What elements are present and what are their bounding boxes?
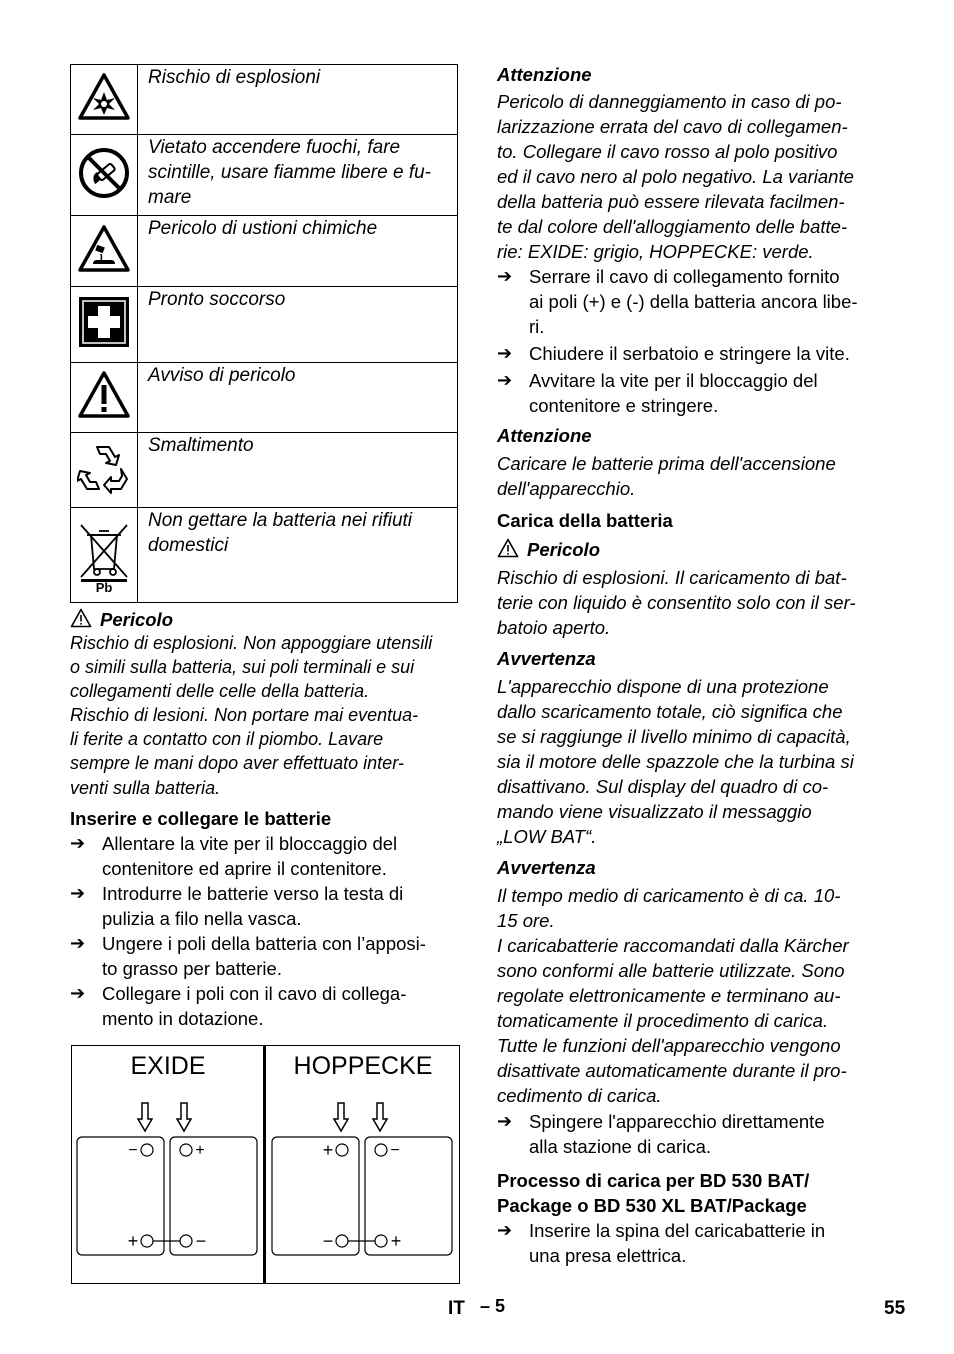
- arrow-right-icon: ➔: [497, 1220, 513, 1240]
- symbol-row: [71, 508, 458, 603]
- warning-triangle-icon: [70, 608, 92, 628]
- section-title: Carica della batteria: [497, 510, 673, 531]
- no-fire-icon: [71, 135, 138, 216]
- svg-text:−: −: [128, 1142, 138, 1159]
- svg-text:−: −: [195, 1231, 207, 1251]
- section-title: Processo di carica per BD 530 BAT/ Package o BD 530 XL BAT/Package: [497, 1170, 810, 1216]
- symbol-table: [70, 64, 458, 603]
- symbol-text: Smaltimento: [138, 433, 458, 508]
- danger-block: [70, 607, 460, 800]
- step-item: ➔ Chiudere il serbatoio e stringere la vite.: [497, 343, 850, 364]
- arrow-right-icon: ➔: [497, 1111, 513, 1131]
- symbol-text: Rischio di esplosioni: [138, 65, 458, 135]
- attention-text: Pericolo di danneggiamento in caso di po- larizzazione errata del cavo di collegamen- to. Collegare il cavo rosso al polo positivo ed il cavo nero al polo negativo. La variante della batteria può essere rilevata facilmen- te dal colore dell'alloggiamento delle batte- rie: EXIDE: grigio, HOPPECKE: verde.: [497, 91, 854, 262]
- attention-heading: Attenzione: [497, 64, 592, 85]
- arrow-right-icon: ➔: [497, 343, 513, 363]
- symbol-text: Pronto soccorso: [138, 287, 458, 363]
- svg-text:−: −: [390, 1142, 400, 1159]
- notice-heading: Avvertenza: [497, 857, 596, 878]
- symbol-row: [71, 287, 458, 363]
- battery-polarity-diagram: [71, 1045, 460, 1284]
- pb-label: Pb: [95, 579, 113, 593]
- step-item: ➔ Ungere i poli della batteria con l’apposi- to grasso per batterie.: [70, 932, 426, 979]
- arrow-right-icon: ➔: [497, 266, 513, 286]
- svg-text:+: +: [127, 1231, 139, 1251]
- svg-text:+: +: [195, 1142, 205, 1159]
- step-item: ➔ Collegare i poli con il cavo di collega- mento in dotazione.: [70, 982, 407, 1029]
- svg-text:+: +: [390, 1231, 402, 1251]
- arrow-right-icon: ➔: [70, 932, 86, 953]
- symbol-text: Avviso di pericolo: [138, 363, 458, 433]
- symbol-text: Vietato accendere fuochi, fare scintille, usare fiamme libere e fu-mare: [138, 135, 458, 216]
- danger-heading: Pericolo: [70, 607, 460, 632]
- step-item: ➔ Spingere l'apparecchio direttamente alla stazione di carica.: [497, 1111, 825, 1157]
- symbol-row: [71, 135, 458, 216]
- attention-text: Caricare le batterie prima dell'accensione dell'apparecchio.: [497, 453, 836, 499]
- left-column: [70, 64, 460, 1031]
- arrow-right-icon: ➔: [70, 882, 86, 903]
- symbol-row: [71, 363, 458, 433]
- explosion-icon: [71, 65, 138, 135]
- symbol-row: [71, 433, 458, 508]
- exide-label: EXIDE: [130, 1052, 206, 1080]
- arrow-right-icon: ➔: [497, 370, 513, 390]
- svg-text:−: −: [322, 1231, 334, 1251]
- step-list: [497, 264, 897, 418]
- symbol-row: [71, 65, 458, 135]
- symbol-text: Non gettare la batteria nei rifiuti domestici: [138, 508, 458, 603]
- danger-heading: Pericolo: [497, 537, 897, 562]
- notice-text: L'apparecchio dispone di una protezione dallo scaricamento totale, ciò significa che se si raggiunge il livello minimo di capacità, sia il motore delle spazzole che la turbina si disattivano. Sul display del quadro di co- mando viene visualizzato il messaggio „LOW BAT“.: [497, 676, 854, 847]
- step-item: ➔ Serrare il cavo di collegamento fornito ai poli (+) e (-) della batteria ancora libe- ri.: [497, 266, 858, 337]
- section-title: Inserire e collegare le batterie: [70, 807, 332, 829]
- arrow-right-icon: ➔: [70, 832, 86, 853]
- danger-warning-icon: [71, 363, 138, 433]
- chemical-burn-icon: [71, 216, 138, 287]
- no-trash-battery-icon: [71, 508, 138, 603]
- notice-heading: Avvertenza: [497, 648, 596, 669]
- attention-heading: Attenzione: [497, 425, 592, 446]
- symbol-text: Pericolo di ustioni chimiche: [138, 216, 458, 287]
- step-item: ➔ Allentare la vite per il bloccaggio del contenitore ed aprire il contenitore.: [70, 832, 398, 879]
- footer-language: IT: [448, 1298, 465, 1319]
- symbol-row: [71, 216, 458, 287]
- danger-text: Rischio di esplosioni. Non appoggiare utensili o simili sulla batteria, sui poli terminali e sui collegamenti delle celle della batteria. Rischio di lesioni. Non portare mai eventua- li ferite a contatto con il piombo. Lavare sempre le mani dopo aver effettuato inter- venti sulla batteria.: [70, 633, 433, 798]
- danger-text: Rischio di esplosioni. Il caricamento di bat- terie con liquido è consentito solo con il ser- batoio aperto.: [497, 567, 856, 638]
- step-item: ➔ Avvitare la vite per il bloccaggio del contenitore e stringere.: [497, 370, 818, 416]
- right-column: [497, 62, 897, 1268]
- step-item: ➔ Inserire la spina del caricabatterie in una presa elettrica.: [497, 1220, 826, 1266]
- step-item: ➔ Introdurre le batterie verso la testa di pulizia a filo nella vasca.: [70, 882, 404, 929]
- warning-triangle-icon: [497, 538, 519, 558]
- arrow-right-icon: ➔: [70, 982, 86, 1003]
- hoppecke-label: HOPPECKE: [293, 1052, 433, 1080]
- footer-page-number: 55: [884, 1298, 906, 1319]
- step-list: [70, 831, 460, 1031]
- first-aid-icon: [71, 287, 138, 363]
- recycling-icon: [71, 433, 138, 508]
- svg-text:+: +: [322, 1140, 334, 1160]
- footer-section-page: – 5: [480, 1296, 506, 1316]
- notice-text: Il tempo medio di caricamento è di ca. 10- 15 ore. I caricabatterie raccomandati dalla Kärcher sono conformi alle batterie utilizzate. Sono regolate elettronicamente e terminano au- tomaticamente il procedimento di carica. Tutte le funzioni dell'apparecchio vengono disattivate automaticamente durante il pro- cedimento di carica.: [497, 885, 849, 1106]
